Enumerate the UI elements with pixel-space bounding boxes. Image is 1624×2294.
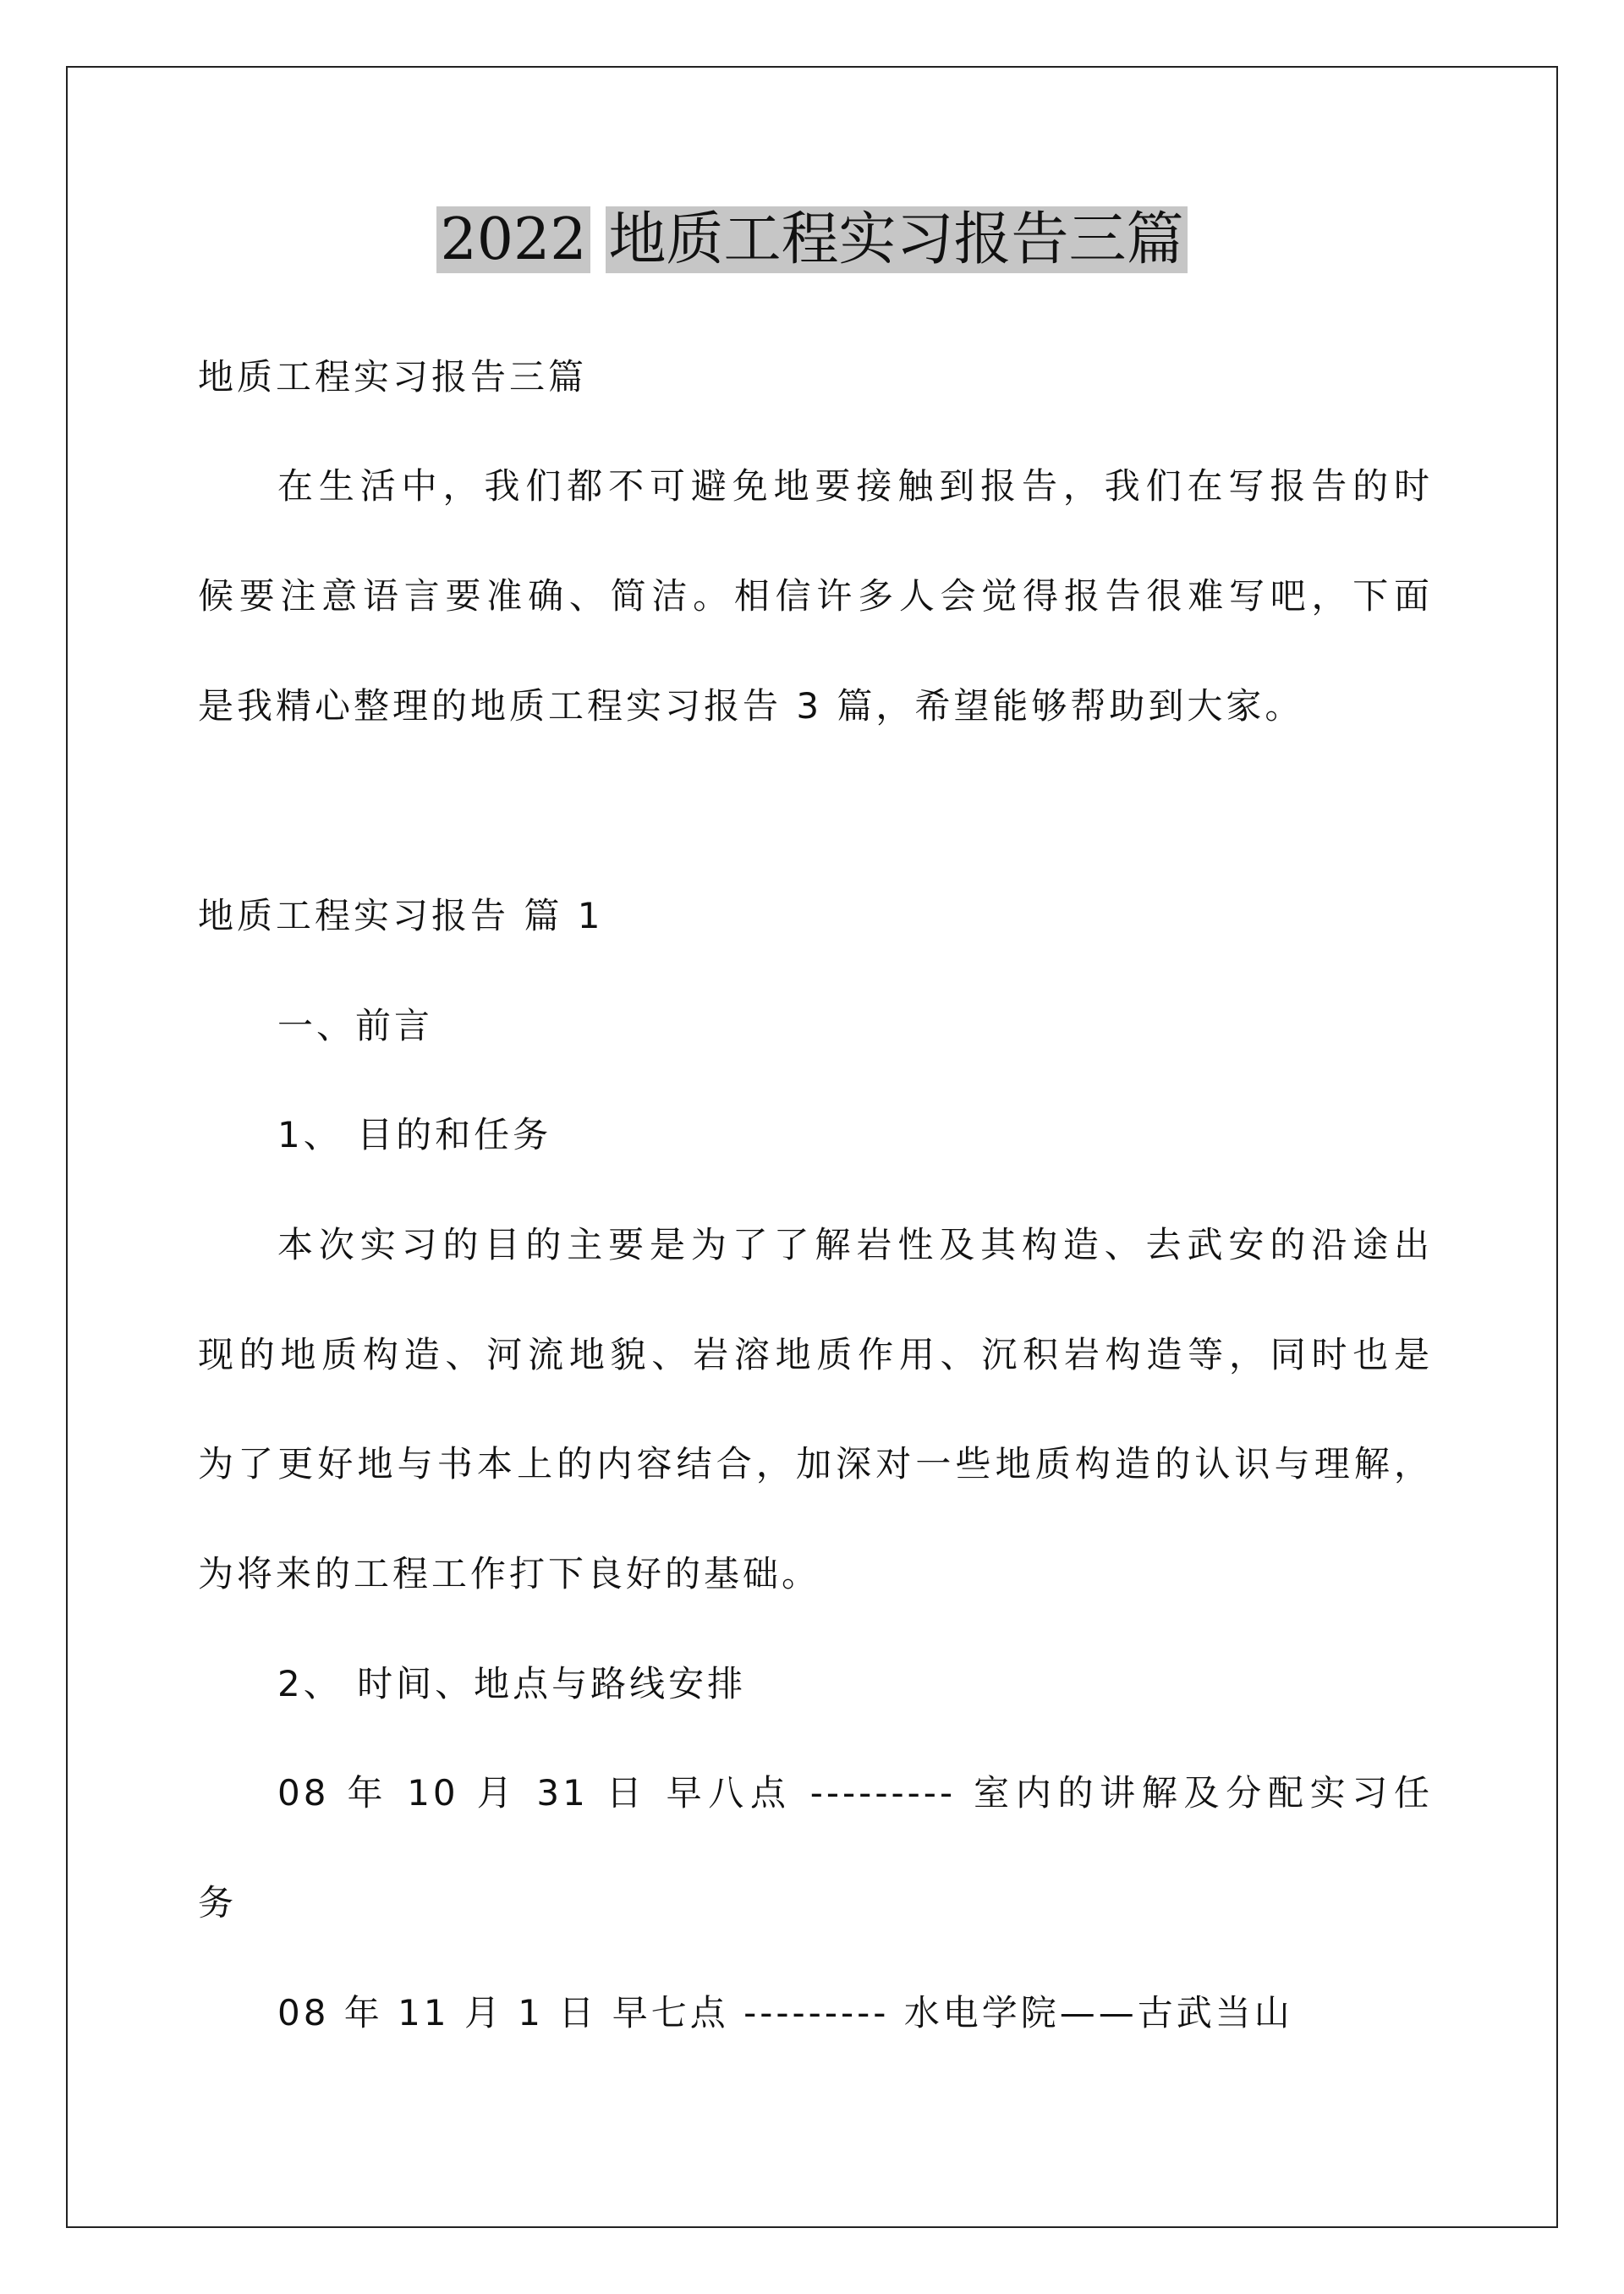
- purpose-line-2: 现的地质构造、河流地貌、岩溶地质作用、沉积岩构造等，同时也是: [198, 1334, 1433, 1375]
- intro-line-1: 在生活中，我们都不可避免地要接触到报告，我们在写报告的时: [277, 465, 1433, 507]
- title-text: 地质工程实习报告三篇: [606, 206, 1188, 273]
- intro-line-3: 是我精心整理的地质工程实习报告 3 篇，希望能够帮助到大家。: [198, 685, 1304, 727]
- purpose-line-4: 为将来的工程工作打下良好的基础。: [198, 1553, 821, 1594]
- intro-line-2: 候要注意语言要准确、简洁。相信许多人会觉得报告很难写吧，下面: [198, 575, 1433, 617]
- schedule-line-2: 08 年 11 月 1 日 早七点 --------- 水电学院——古武当山: [277, 1992, 1293, 2033]
- schedule-line-1: 08 年 10 月 31 日 早八点 --------- 室内的讲解及分配实习任: [277, 1772, 1433, 1814]
- subtitle-line: 地质工程实习报告三篇: [198, 356, 588, 398]
- title-year: 2022: [436, 206, 590, 273]
- document-title: [0, 200, 1624, 281]
- schedule-line-1-cont: 务: [198, 1882, 238, 1924]
- heading-schedule: 2、 时间、地点与路线安排: [277, 1663, 747, 1704]
- purpose-line-1: 本次实习的目的主要是为了了解岩性及其构造、去武安的沿途出: [277, 1224, 1433, 1265]
- heading-purpose: 1、 目的和任务: [277, 1114, 552, 1155]
- heading-preface: 一、前言: [277, 1005, 434, 1046]
- section-heading: 地质工程实习报告 篇 1: [198, 895, 604, 936]
- purpose-line-3: 为了更好地与书本上的内容结合，加深对一些地质构造的认识与理解，: [198, 1443, 1433, 1485]
